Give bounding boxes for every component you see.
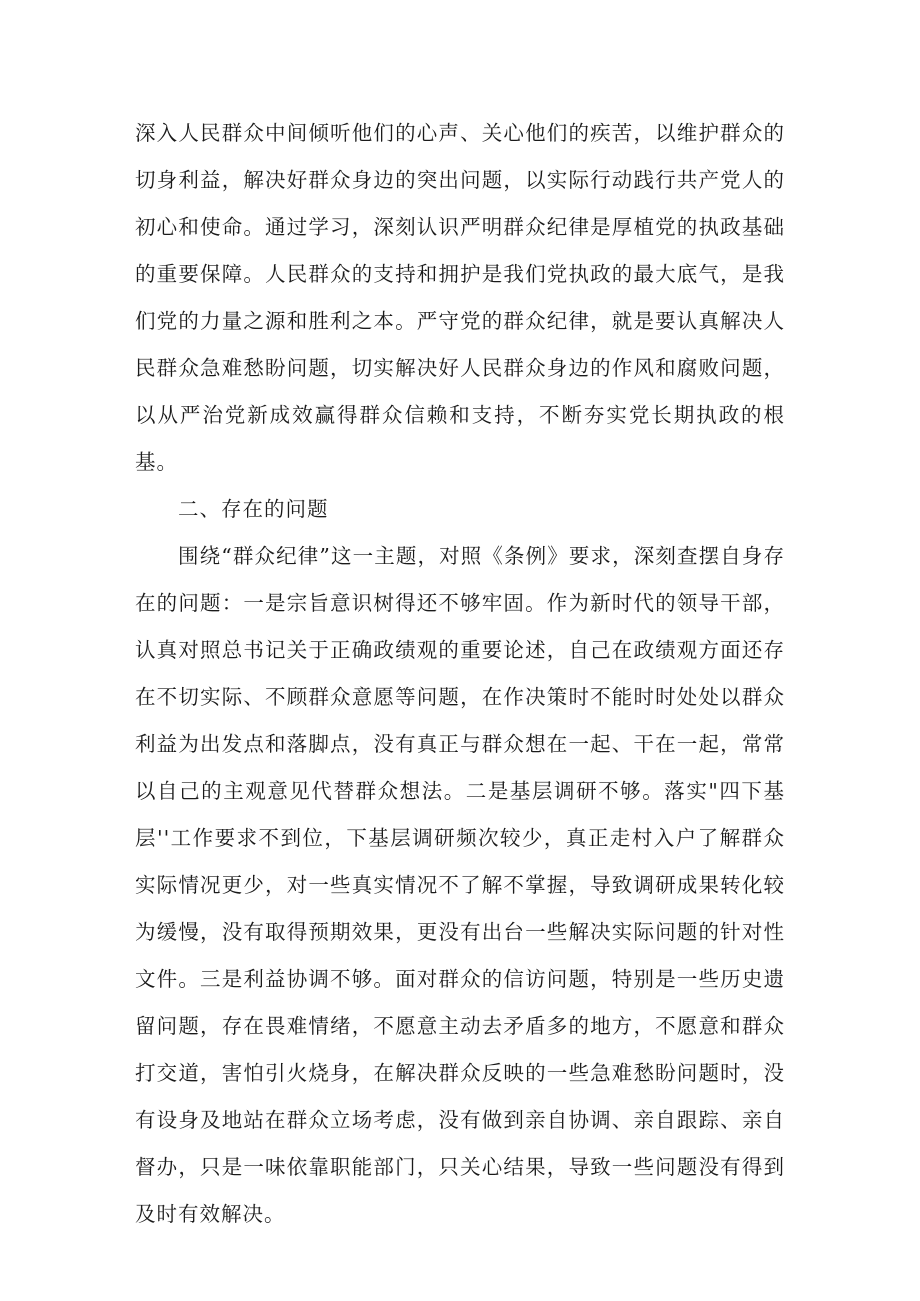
document-page <box>135 110 785 1238</box>
body-paragraph-2: 围绕“群众纪律”这一主题，对照《条例》要求，深刻查摆自身存在的问题：一是宗旨意识树得还不够牢固。作为新时代的领导干部，认真对照总书记关于正确政绩观的重要论述，自己在政绩观方面还存在不切实际、不顾群众意愿等问题，在作决策时不能时时处处以群众利益为出发点和落脚点，没有真正与群众想在一起、干在一起，常常以自己的主观意见代替群众想法。二是基层调研不够。落实"四下基层''工作要求不到位，下基层调研频次较少，真正走村入户了解群众实际情况更少，对一些真实情况不了解不掌握，导致调研成果转化较为缓慢，没有取得预期效果，更没有出台一些解决实际问题的针对性文件。三是利益协调不够。面对群众的信访问题，特别是一些历史遗留问题，存在畏难情绪，不愿意主动去矛盾多的地方，不愿意和群众打交道，害怕引火烧身，在解决群众反映的一些急难愁盼问题时，没有设身及地站在群众立场考虑，没有做到亲自协调、亲自跟踪、亲自督办，只是一味依靠职能部门，只关心结果，导致一些问题没有得到及时有效解决。 <box>135 544 785 1226</box>
section-heading: 二、存在的问题 <box>178 497 329 521</box>
body-paragraph-1: 深入人民群众中间倾听他们的心声、关心他们的疾苦，以维护群众的切身利益，解决好群众身边的突出问题，以实际行动践行共产党人的初心和使命。通过学习，深刻认识严明群众纪律是厚植党的执政基础的重要保障。人民群众的支持和拥护是我们党执政的最大底气，是我们党的力量之源和胜利之本。严守党的群众纪律，就是要认真解决人民群众急难愁盼问题，切实解决好人民群众身边的作风和腐败问题，以从严治党新成效赢得群众信赖和支持，不断夯实党长期执政的根基。 <box>135 121 785 474</box>
